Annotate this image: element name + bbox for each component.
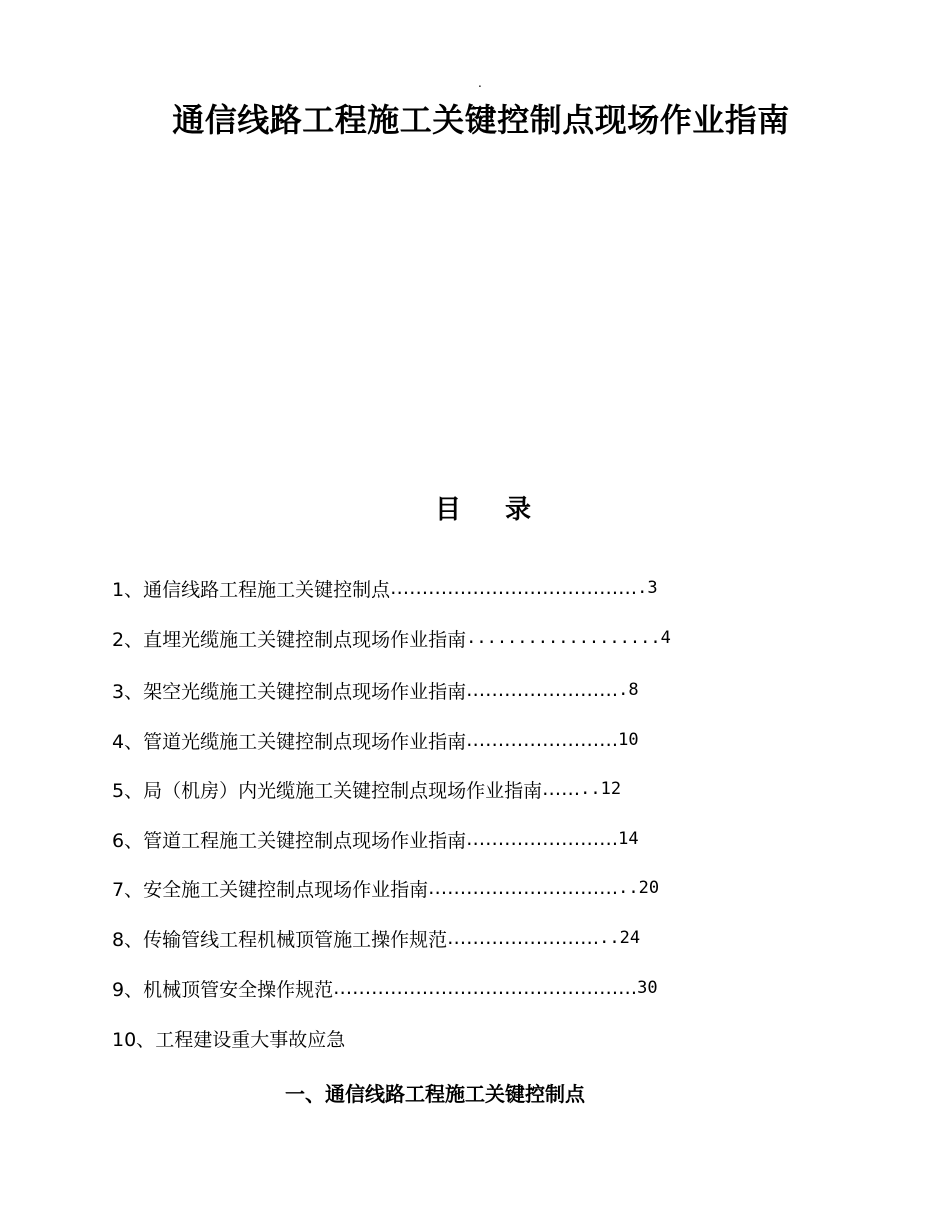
toc-entry[interactable]	[112, 920, 640, 956]
toc-entry[interactable]	[112, 722, 639, 758]
toc-entry-number: 7、	[112, 878, 144, 901]
toc-entry-number: 3、	[112, 680, 144, 703]
toc-heading-right: 录	[505, 495, 532, 525]
toc-entry-leader: ……………………	[466, 729, 619, 751]
toc-entry-text: 通信线路工程施工关键控制点	[143, 578, 391, 601]
toc-entry-leader: …………………………………………	[333, 977, 638, 999]
toc-entry-text: 直埋光缆施工关键控制点现场作业指南	[143, 628, 467, 651]
toc-entry-page: 30	[637, 978, 658, 998]
document-title: 通信线路工程施工关键控制点现场作业指南	[172, 101, 790, 139]
toc-entry-page: 10	[618, 730, 639, 750]
toc-entry-leader: ..................	[466, 628, 651, 648]
toc-entry-page: ..20	[618, 878, 660, 898]
toc-entry-page: ..12	[580, 779, 622, 799]
toc-entry[interactable]	[112, 570, 658, 606]
toc-entry[interactable]	[112, 1020, 345, 1056]
toc-entry[interactable]	[112, 672, 639, 708]
toc-entry-text: 机械顶管安全操作规范	[143, 978, 334, 1001]
toc-entry-page: .8	[618, 680, 639, 700]
toc-entry-page: 14	[618, 829, 639, 849]
toc-entry-page: .3	[637, 578, 658, 598]
toc-entry-leader: ……	[542, 778, 581, 800]
toc-entry-number: 2、	[112, 628, 144, 651]
toc-entry-leader: ……………………	[466, 828, 619, 850]
toc-entry-number: 9、	[112, 978, 144, 1001]
toc-entry-text: 架空光缆施工关键控制点现场作业指南	[143, 680, 467, 703]
toc-heading-left: 目	[434, 495, 461, 525]
toc-entry-number: 10、	[112, 1028, 156, 1051]
toc-entry-text: 工程建设重大事故应急	[155, 1028, 346, 1051]
toc-entry-number: 5、	[112, 779, 144, 802]
toc-entry-number: 6、	[112, 829, 144, 852]
toc-entry-page: ..24	[599, 928, 641, 948]
toc-entry-leader: ……………………	[466, 679, 619, 701]
toc-entry-text: 安全施工关键控制点现场作业指南	[143, 878, 429, 901]
toc-entry-number: 4、	[112, 730, 144, 753]
toc-entry-leader: ……………………	[447, 927, 600, 949]
toc-entry-text: 传输管线工程机械顶管施工操作规范	[143, 928, 448, 951]
toc-entry[interactable]	[112, 970, 658, 1006]
toc-entry-text: 管道光缆施工关键控制点现场作业指南	[143, 730, 467, 753]
toc-entry[interactable]	[112, 821, 639, 857]
toc-entry-number: 8、	[112, 928, 144, 951]
toc-entry-leader: …………………………………	[390, 577, 638, 599]
toc-entry-text: 局（机房）内光缆施工关键控制点现场作业指南	[143, 779, 543, 802]
toc-entry-number: 1、	[112, 578, 144, 601]
toc-heading	[0, 490, 950, 530]
toc-entry-page: .4	[650, 628, 671, 648]
toc-entry[interactable]	[112, 870, 659, 906]
toc-entry[interactable]	[112, 620, 671, 656]
toc-entry-text: 管道工程施工关键控制点现场作业指南	[143, 829, 467, 852]
header-mark: .	[478, 76, 482, 90]
toc-entry-leader: …………………………	[428, 877, 619, 899]
toc-entry[interactable]	[112, 771, 621, 807]
section-heading: 一、通信线路工程施工关键控制点	[285, 1082, 585, 1106]
